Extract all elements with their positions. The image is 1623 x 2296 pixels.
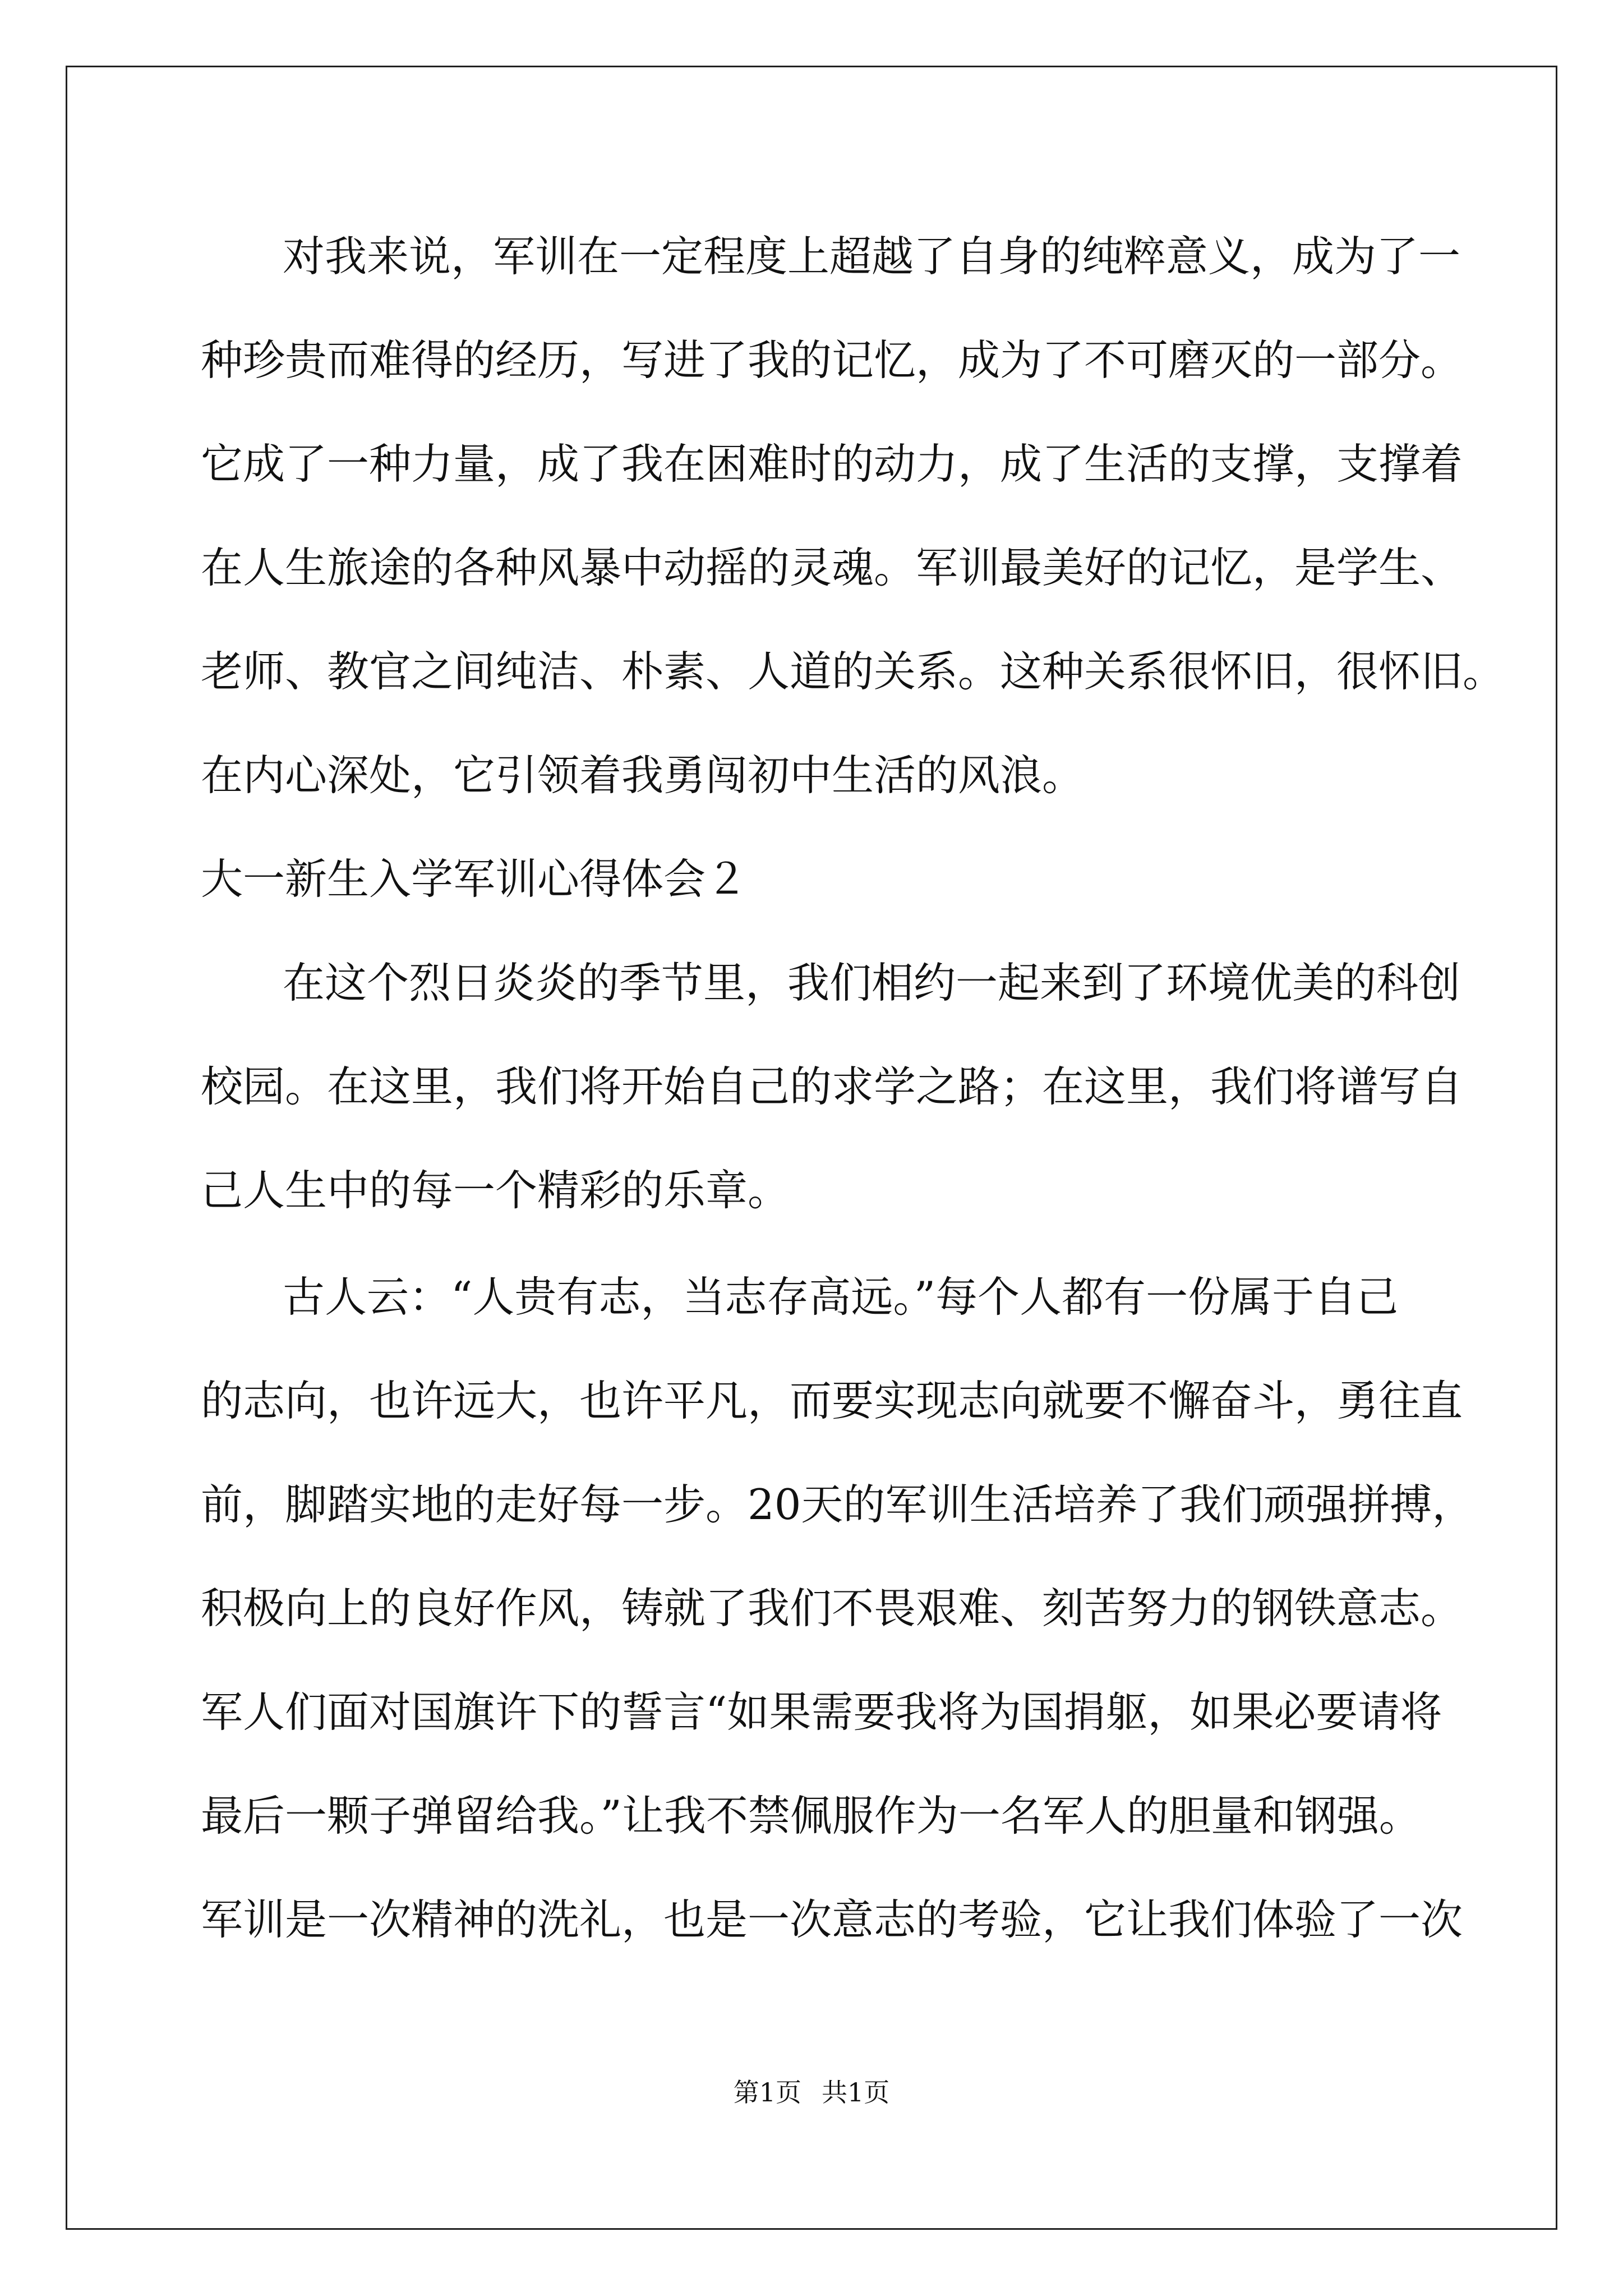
paragraph-3-line-5: 军人们面对国旗许下的誓言“如果需要我将为国捐躯，如果必要请将 [201,1687,1442,1737]
paragraph-3-line-6: 最后一颗子弹留给我。”让我不禁佩服作为一名军人的胆量和钢强。 [201,1791,1421,1841]
paragraph-3-line-1: 古人云：“人贵有志，当志存高远。”每个人都有一份属于自己 [283,1272,1399,1322]
page-total: 共1页 [822,2077,890,2108]
paragraph-1-line-1: 对我来说，军训在一定程度上超越了自身的纯粹意义，成为了一 [283,232,1461,281]
paragraph-1-line-4: 在人生旅途的各种风暴中动摇的灵魂。军训最美好的记忆，是学生、 [201,543,1463,592]
paragraph-3-line-2: 的志向，也许远大，也许平凡，而要实现志向就要不懈奋斗，勇往直 [201,1376,1463,1425]
paragraph-1-line-6: 在内心深处，它引领着我勇闯初中生活的风浪。 [201,751,1085,800]
paragraph-3-line-4: 积极向上的良好作风，铸就了我们不畏艰难、刻苦努力的钢铁意志。 [201,1584,1463,1633]
page-footer [0,2076,1623,2109]
paragraph-2-line-2: 校园。在这里，我们将开始自己的求学之路；在这里，我们将谱写自 [201,1062,1463,1111]
paragraph-2-line-3: 己人生中的每一个精彩的乐章。 [201,1166,790,1215]
paragraph-1-line-5: 老师、教官之间纯洁、朴素、人道的关系。这种关系很怀旧，很怀旧。 [201,647,1505,696]
paragraph-3-line-3: 前，脚踏实地的走好每一步。20天的军训生活培养了我们顽强拼搏， [201,1480,1474,1529]
paragraph-1-line-2: 种珍贵而难得的经历，写进了我的记忆，成为了不可磨灭的一部分。 [201,335,1463,385]
section-heading: 大一新生入学军训心得体会２ [201,854,748,904]
paragraph-3-line-7: 军训是一次精神的洗礼，也是一次意志的考验，它让我们体验了一次 [201,1895,1463,1944]
paragraph-2-line-1: 在这个烈日炎炎的季节里，我们相约一起来到了环境优美的科创 [283,958,1461,1007]
page-number: 第1页 [733,2077,801,2108]
paragraph-1-line-3: 它成了一种力量，成了我在困难时的动力，成了生活的支撑，支撑着 [201,439,1463,489]
